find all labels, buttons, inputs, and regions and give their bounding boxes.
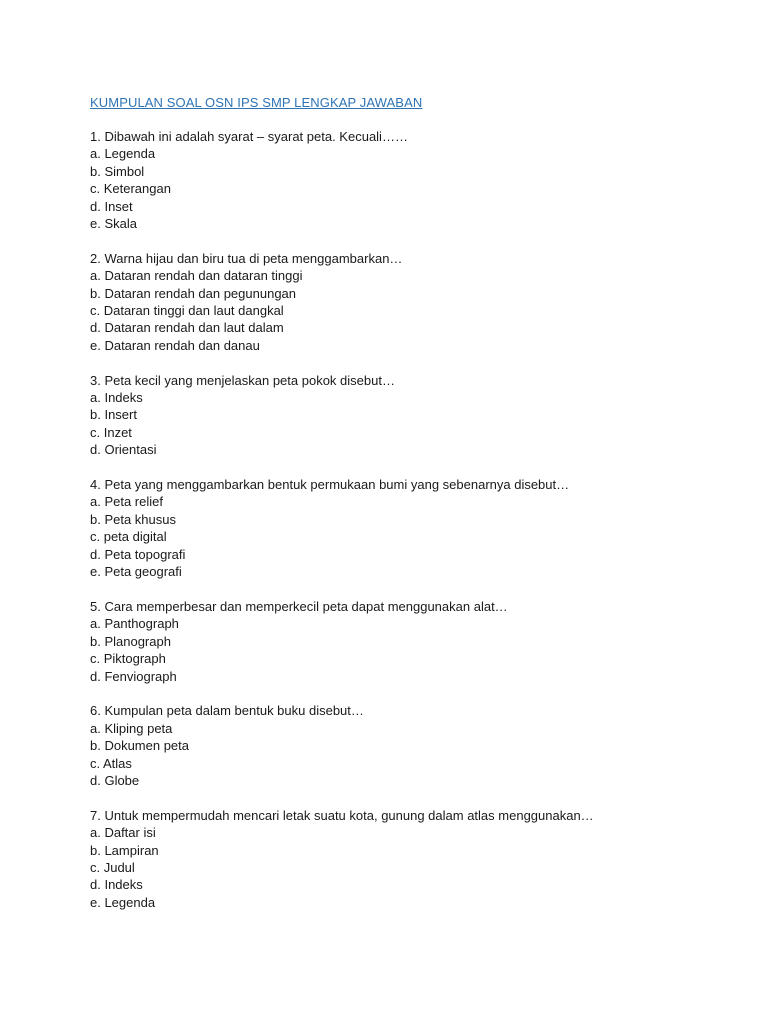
question-text: 6. Kumpulan peta dalam bentuk buku disebut… (90, 703, 364, 719)
answer-option: b. Simbol (90, 163, 145, 179)
question-text: 7. Untuk mempermudah mencari letak suatu kota, gunung dalam atlas menggunakan… (90, 807, 594, 823)
question-block (90, 250, 730, 354)
answer-option: a. Peta relief (90, 494, 163, 510)
answer-option: b. Planograph (90, 633, 171, 649)
answer-option: e. Peta geografi (90, 564, 182, 580)
answer-option: c. Judul (90, 859, 135, 875)
question-text: 1. Dibawah ini adalah syarat – syarat peta. Kecuali…… (90, 129, 408, 144)
answer-option: a. Kliping peta (90, 720, 173, 736)
answer-option: d. Fenviograph (90, 668, 177, 684)
answer-option: d. Dataran rendah dan laut dalam (90, 320, 284, 336)
answer-option: c. Keterangan (90, 181, 171, 197)
question-block (90, 807, 730, 911)
answer-option: a. Legenda (90, 146, 156, 162)
answer-option: c. Atlas (90, 755, 132, 771)
answer-option: b. Lampiran (90, 842, 159, 858)
question-text: 4. Peta yang menggambarkan bentuk permukaan bumi yang sebenarnya disebut… (90, 477, 570, 493)
answer-option: b. Dokumen peta (90, 738, 190, 754)
answer-option: d. Globe (90, 772, 140, 788)
question-block (90, 598, 730, 685)
answer-option: b. Dataran rendah dan pegunungan (90, 285, 297, 301)
answer-option: d. Inset (90, 198, 133, 214)
answer-option: a. Dataran rendah dan dataran tinggi (90, 268, 303, 284)
answer-option: a. Indeks (90, 390, 143, 406)
answer-option: d. Orientasi (90, 442, 157, 458)
answer-option: c. Inzet (90, 424, 132, 440)
answer-option: b. Insert (90, 407, 137, 423)
answer-option: e. Dataran rendah dan danau (90, 337, 260, 353)
answer-option: d. Peta topografi (90, 546, 186, 562)
question-block (90, 128, 730, 232)
answer-option: a. Daftar isi (90, 825, 156, 841)
question-block (90, 476, 730, 580)
answer-option: c. Dataran tinggi dan laut dangkal (90, 303, 284, 319)
question-block (90, 702, 730, 789)
question-text: 3. Peta kecil yang menjelaskan peta pokok disebut… (90, 372, 395, 388)
document-title-link[interactable]: KUMPULAN SOAL OSN IPS SMP LENGKAP JAWABAN (90, 95, 423, 110)
document-page (90, 94, 730, 929)
answer-option: c. peta digital (90, 529, 167, 545)
answer-option: a. Panthograph (90, 616, 179, 632)
answer-option: c. Piktograph (90, 651, 166, 667)
question-text: 5. Cara memperbesar dan memperkecil peta dapat menggunakan alat… (90, 598, 508, 614)
question-text: 2. Warna hijau dan biru tua di peta menggambarkan… (90, 250, 403, 266)
answer-option: e. Legenda (90, 894, 156, 910)
question-block (90, 372, 730, 459)
answer-option: b. Peta khusus (90, 511, 176, 527)
answer-option: e. Skala (90, 216, 137, 232)
answer-option: d. Indeks (90, 877, 143, 893)
